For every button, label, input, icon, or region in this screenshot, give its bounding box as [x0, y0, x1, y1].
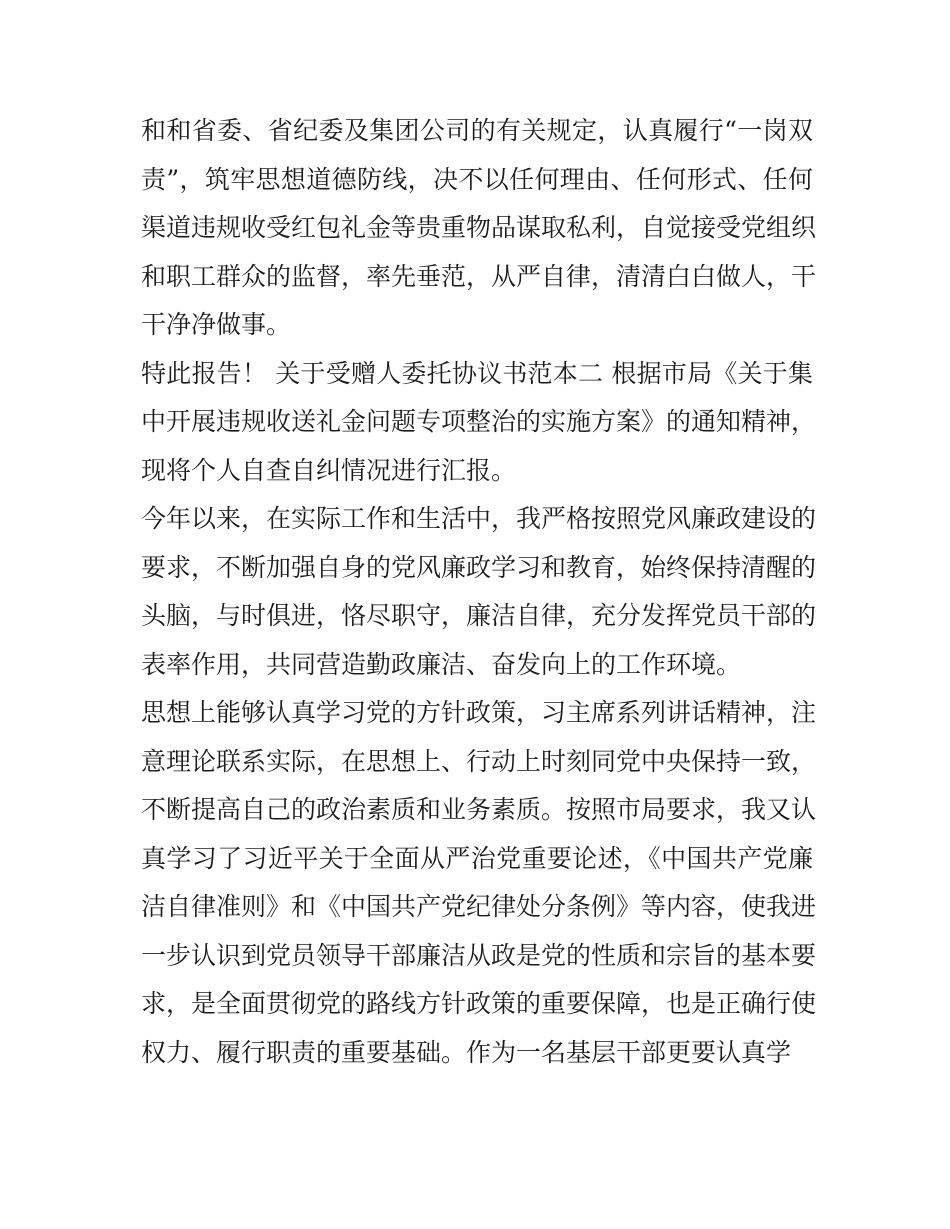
text-line: 中开展违规收送礼金问题专项整治的实施方案》的通知精神，: [141, 407, 817, 436]
text-line: 要求，不断加强自身的党风廉政学习和教育，始终保持清醒的: [141, 552, 817, 582]
text-line: 责”，筑牢思想道德防线，决不以任何理由、任何形式、任何: [141, 164, 813, 194]
text-line: 渠道违规收受红包礼金等贵重物品谋取私利，自觉接受党组织: [141, 213, 817, 242]
text-line: 不断提高自己的政治素质和业务素质。按照市局要求，我又认: [141, 795, 817, 824]
text-line: 头脑，与时俱进，恪尽职守，廉洁自律，充分发挥党员干部的: [141, 601, 817, 630]
text-line: 真学习了习近平关于全面从严治党重要论述，《中国共产党廉: [141, 843, 813, 873]
text-line: 和和省委、省纪委及集团公司的有关规定，认真履行“一岗双: [141, 116, 813, 145]
text-line: 思想上能够认真学习党的方针政策，习主席系列讲话精神，注: [141, 698, 817, 727]
text-line: 意理论联系实际，在思想上、行动上时刻同党中央保持一致，: [141, 746, 817, 776]
text-line: 干净净做事。: [141, 310, 292, 339]
text-line: 洁自律准则》和《中国共产党纪律处分条例》等内容，使我进: [141, 892, 817, 921]
body-text: [141, 107, 817, 1077]
text-line: 表率作用，共同营造勤政廉洁、奋发向上的工作环境。: [141, 649, 742, 679]
text-line: 今年以来，在实际工作和生活中，我严格按照党风廉政建设的: [141, 504, 817, 533]
text-line: 一步认识到党员领导干部廉洁从政是党的性质和宗旨的基本要: [141, 940, 817, 970]
text-line: 求，是全面贯彻党的路线方针政策的重要保障，也是正确行使: [141, 989, 817, 1018]
text-line: 权力、履行职责的重要基础。作为一名基层干部更要认真学: [141, 1037, 792, 1067]
text-line: 现将个人自查自纠情况进行汇报。: [141, 455, 517, 485]
text-line: 特此报告！ 关于受赠人委托协议书范本二 根据市局《关于集: [141, 358, 813, 388]
text-line: 和职工群众的监督，率先垂范，从严自律，清清白白做人，干: [141, 261, 817, 291]
